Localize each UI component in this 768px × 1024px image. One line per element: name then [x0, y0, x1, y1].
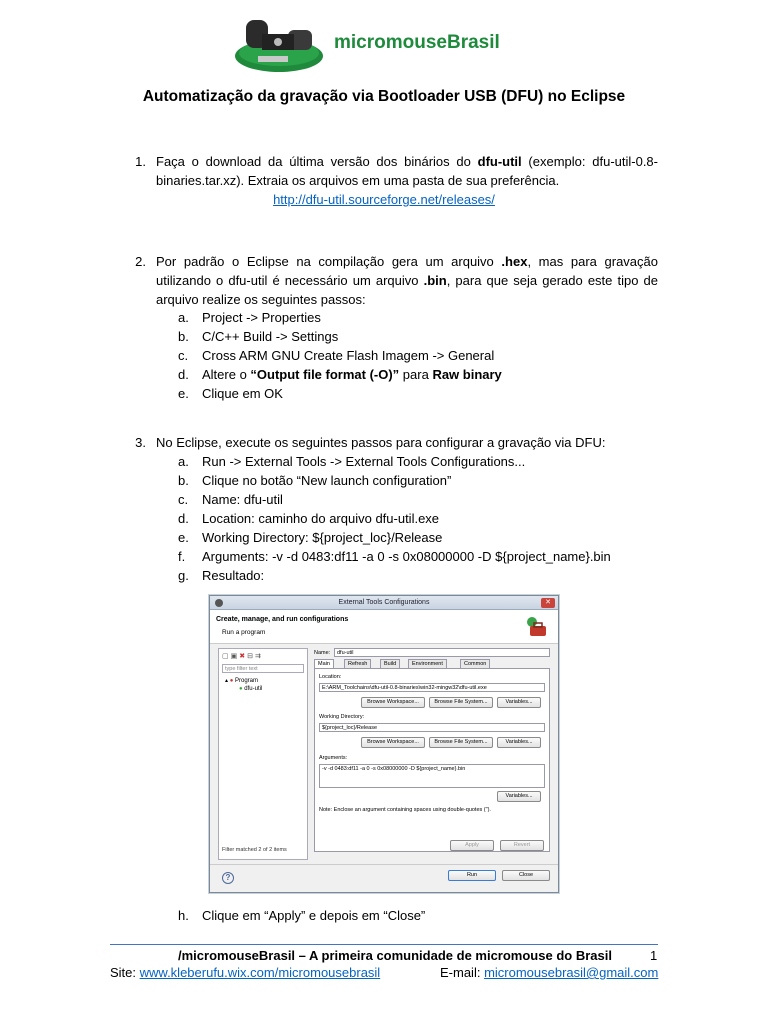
- step2-text: Por padrão o Eclipse na compilação gera um arquivo .hex, mas para gravação utilizando o dfu-util é necessário um arquivo .bin, para que seja gerado este tipo de arquivo realize os seguintes passos:: [156, 254, 658, 307]
- site-link[interactable]: www.kleberufu.wix.com/micromousebrasil: [139, 965, 381, 980]
- main-tab-pane: [314, 668, 550, 852]
- brand-name: micromouseBrasil: [334, 32, 500, 53]
- new-config-icon[interactable]: ▢: [222, 653, 231, 660]
- revert-button[interactable]: Revert: [500, 840, 544, 851]
- footer-email: E-mail: micromousebrasil@gmail.com: [440, 965, 659, 980]
- arguments-note: Note: Enclose an argument containing spaces using double-quotes (").: [319, 807, 491, 813]
- list-item: Name: dfu-util: [202, 492, 283, 507]
- tree-item-dfu-util[interactable]: ● dfu-util: [239, 686, 263, 692]
- close-button[interactable]: Close: [502, 870, 550, 881]
- variables-button[interactable]: Variables...: [497, 737, 541, 748]
- browse-workspace-button[interactable]: Browse Workspace...: [361, 697, 425, 708]
- step1-text: Faça o download da última versão dos binários do dfu-util (exemplo: dfu-util-0.8-binaries.tar.xz). Extraia os arquivos em uma pasta de sua preferência.: [156, 154, 658, 188]
- list-letter: a.: [178, 454, 189, 469]
- footer-tagline: /micromouseBrasil – A primeira comunidade de micromouse do Brasil: [178, 948, 612, 963]
- close-icon[interactable]: ✕: [541, 598, 555, 608]
- help-icon[interactable]: ?: [222, 872, 234, 884]
- name-field[interactable]: dfu-util: [334, 648, 550, 657]
- tab-main[interactable]: Main: [314, 659, 334, 669]
- list-item: Clique em “Apply” e depois em “Close”: [202, 908, 426, 923]
- list-item: Cross ARM GNU Create Flash Imagem -> General: [202, 348, 495, 363]
- list-item: Arguments: -v -d 0483:df11 -a 0 -s 0x08000000 -D ${project_name}.bin: [202, 549, 611, 564]
- dialog-titlebar: [210, 596, 558, 610]
- dialog-header-subtitle: Run a program: [222, 629, 266, 636]
- tree-item-program[interactable]: ▴ ● Program: [225, 678, 258, 684]
- list-letter: f.: [178, 549, 186, 564]
- email-link[interactable]: micromousebrasil@gmail.com: [484, 965, 659, 980]
- tab-environment[interactable]: Environment: [408, 659, 447, 669]
- step-number: 2.: [135, 254, 146, 269]
- run-button[interactable]: Run: [448, 870, 496, 881]
- tab-refresh[interactable]: Refresh: [344, 659, 371, 669]
- list-item: Run -> External Tools -> External Tools Configurations...: [202, 454, 526, 469]
- arguments-label: Arguments:: [319, 755, 348, 761]
- list-item: Project -> Properties: [202, 310, 321, 325]
- page-title: Automatização da gravação via Bootloader USB (DFU) no Eclipse: [142, 88, 626, 105]
- filter-icon[interactable]: ⇉: [255, 653, 263, 660]
- list-letter: d.: [178, 367, 189, 382]
- list-item: C/C++ Build -> Settings: [202, 329, 339, 344]
- dialog-header-title: Create, manage, and run configurations: [216, 616, 349, 623]
- step-number: 1.: [135, 154, 146, 169]
- micromouse-logo: [232, 16, 326, 76]
- list-item: Resultado:: [202, 568, 265, 583]
- list-letter: d.: [178, 511, 189, 526]
- toolbox-icon: [526, 616, 548, 638]
- list-item: Clique no botão “New launch configuration”: [202, 473, 452, 488]
- arguments-field[interactable]: -v -d 0483:df11 -a 0 -s 0x08000000 -D ${project_name}.bin: [319, 764, 545, 788]
- browse-workspace-button[interactable]: Browse Workspace...: [361, 737, 425, 748]
- list-item: Location: caminho do arquivo dfu-util.exe: [202, 511, 440, 526]
- list-letter: h.: [178, 908, 189, 923]
- collapse-icon[interactable]: ⊟: [247, 653, 255, 660]
- list-letter: c.: [178, 492, 189, 507]
- browse-file-system-button[interactable]: Browse File System...: [429, 697, 493, 708]
- config-editor: [314, 648, 550, 860]
- dialog-title: External Tools Configurations: [338, 599, 430, 606]
- list-item: Altere o “Output file format (-O)” para Raw binary: [202, 367, 502, 382]
- footer-divider: [110, 944, 658, 945]
- working-directory-label: Working Directory:: [319, 714, 365, 720]
- step-number: 3.: [135, 435, 146, 450]
- variables-button[interactable]: Variables...: [497, 791, 541, 802]
- variables-button[interactable]: Variables...: [497, 697, 541, 708]
- step3-intro: No Eclipse, execute os seguintes passos para configurar a gravação via DFU:: [156, 435, 606, 450]
- page-number: 1: [650, 948, 658, 963]
- list-letter: e.: [178, 386, 189, 401]
- dialog-separator: [210, 864, 558, 865]
- working-directory-field[interactable]: ${project_loc}/Release: [319, 723, 545, 732]
- tree-toolbar: [222, 652, 263, 660]
- config-tree-panel: [218, 648, 308, 860]
- browse-file-system-button[interactable]: Browse File System...: [429, 737, 493, 748]
- name-label: Name:: [314, 650, 331, 656]
- eclipse-icon: [215, 599, 223, 607]
- delete-icon[interactable]: ✖: [239, 653, 248, 660]
- list-letter: e.: [178, 530, 189, 545]
- location-field[interactable]: E:\ARM_Toolchains\dfu-util-0.8-binaries\win32-mingw32\dfu-util.exe: [319, 683, 545, 692]
- filter-status: Filter matched 2 of 2 items: [222, 847, 287, 853]
- external-tools-dialog: [209, 595, 559, 893]
- list-letter: g.: [178, 568, 189, 583]
- list-item: Working Directory: ${project_loc}/Release: [202, 530, 443, 545]
- footer-site: Site: www.kleberufu.wix.com/micromousebrasil: [110, 965, 381, 980]
- list-letter: b.: [178, 329, 189, 344]
- list-letter: b.: [178, 473, 189, 488]
- dfu-util-download-link[interactable]: http://dfu-util.sourceforge.net/releases/: [273, 192, 495, 207]
- dialog-header: [210, 610, 558, 644]
- apply-button[interactable]: Apply: [450, 840, 494, 851]
- location-label: Location:: [319, 674, 342, 680]
- tab-common[interactable]: Common: [460, 659, 490, 669]
- tab-build[interactable]: Build: [380, 659, 400, 669]
- duplicate-icon[interactable]: ▣: [230, 653, 240, 660]
- list-letter: a.: [178, 310, 189, 325]
- list-item: Clique em OK: [202, 386, 283, 401]
- filter-input[interactable]: type filter text: [222, 664, 304, 673]
- list-letter: c.: [178, 348, 189, 363]
